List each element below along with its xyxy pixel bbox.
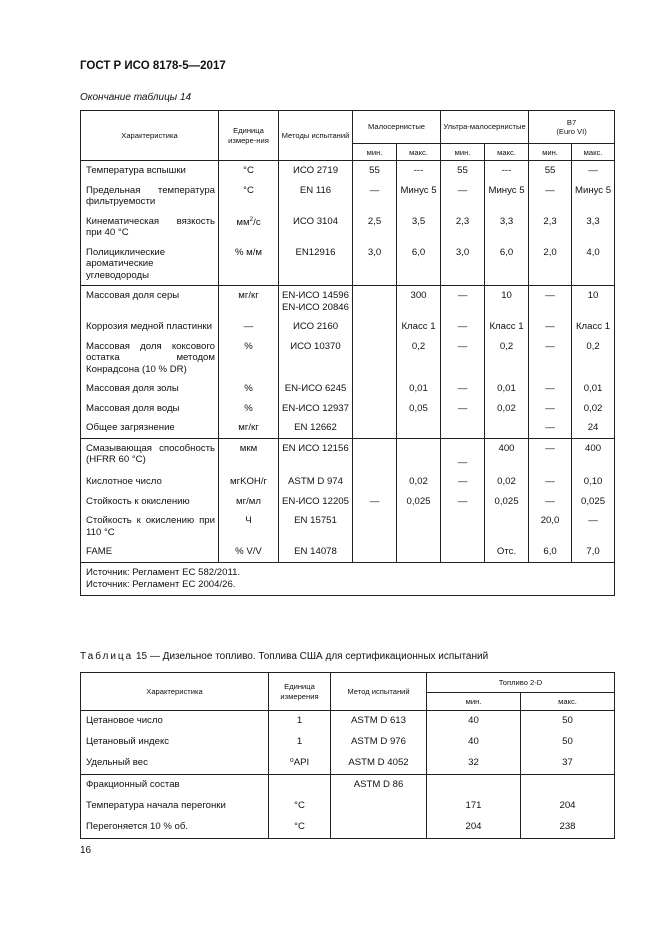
table-row: [81, 243, 615, 286]
row-method: EN-ИСО 12205: [282, 495, 349, 507]
row-name: Массовая доля воды: [86, 402, 180, 414]
row-method: EN ИСО 12156: [282, 442, 349, 454]
value-cell: 0,2: [586, 340, 600, 352]
value-cell: 3,5: [411, 215, 426, 227]
value-cell: 400: [585, 442, 602, 454]
row-method: EN 12662: [294, 422, 337, 433]
header-min: мин.: [427, 693, 521, 711]
header-method: Метод испытаний: [331, 673, 427, 711]
table-14-caption: Окончание таблицы 14: [80, 92, 192, 103]
row-name: Цетановое число: [81, 711, 269, 733]
value-cell: Класс 1: [575, 321, 611, 332]
value-cell: 6,0: [499, 246, 514, 258]
table-15-caption: Таблица 15 — Дизельное топливо. Топлива США для сертификационных испытаний: [80, 651, 489, 662]
row-unit: °С: [243, 165, 254, 176]
header-unit: Единица измере-ния: [219, 111, 279, 161]
value-cell: [353, 418, 396, 426]
value-min: 40: [427, 711, 521, 733]
value-cell: [353, 399, 396, 407]
value-cell: 55: [457, 165, 468, 176]
row-name: Общее загрязнение: [86, 422, 175, 433]
row-unit: ⁰API: [269, 753, 331, 775]
value-cell: —: [457, 456, 468, 468]
value-cell: 300: [410, 290, 427, 301]
row-name: Температура начала перегонки: [81, 796, 269, 817]
value-max: [521, 775, 615, 797]
value-cell: 20,0: [540, 515, 560, 526]
value-cell: 10: [587, 290, 599, 301]
table-row: [81, 511, 615, 542]
row-method: ASTM D 974: [288, 476, 343, 487]
value-cell: —: [588, 165, 598, 176]
row-name: Перегоняется 10 % об.: [81, 817, 269, 839]
row-name: FAME: [86, 546, 113, 557]
value-cell: 24: [587, 422, 599, 433]
row-method: ИСО 3104: [292, 215, 339, 227]
value-cell: 6,0: [543, 546, 557, 557]
header-max: макс.: [572, 144, 615, 161]
value-cell: —: [545, 290, 555, 301]
value-cell: 7,0: [586, 546, 600, 557]
value-cell: Класс 1: [401, 321, 436, 332]
value-cell: 0,02: [409, 476, 428, 487]
value-max: 50: [521, 711, 615, 733]
value-cell: [441, 542, 484, 550]
value-cell: 3,3: [586, 215, 600, 227]
value-max: 204: [521, 796, 615, 817]
value-cell: 3,0: [455, 246, 470, 258]
row-unit: %: [244, 402, 253, 414]
table-row: [81, 711, 615, 733]
value-cell: —: [588, 515, 598, 526]
value-cell: 2,3: [455, 215, 470, 227]
value-cell: 10: [501, 290, 512, 301]
table-row: [81, 181, 615, 212]
row-name: Предельная температура фильтруемости: [86, 184, 215, 207]
header-group-low-sulfur: Малосернистые: [353, 111, 441, 144]
row-name: Кислотное число: [86, 476, 162, 487]
header-max: макс.: [485, 144, 529, 161]
value-cell: [353, 511, 396, 519]
value-cell: [441, 418, 484, 426]
row-method: ASTM D 976: [331, 732, 427, 753]
value-cell: [353, 542, 396, 550]
value-cell: [397, 542, 440, 550]
value-cell: Класс 1: [489, 321, 524, 332]
row-method: EN 15751: [294, 515, 337, 526]
row-unit: мг/кг: [238, 290, 259, 301]
row-method: [331, 817, 427, 839]
value-min: 171: [427, 796, 521, 817]
table-row: [81, 817, 615, 839]
value-cell: 0,01: [497, 383, 516, 394]
value-cell: —: [457, 184, 468, 196]
row-name: Температура вспышки: [86, 165, 186, 176]
row-unit: $мм^2/с$: [236, 215, 261, 228]
value-cell: 2,3: [543, 215, 557, 227]
table-row: [81, 399, 615, 419]
row-unit: —: [243, 321, 254, 332]
source-line: Источник: Регламент ЕС 582/2011.: [86, 566, 241, 578]
header-min: мин.: [529, 144, 572, 161]
row-name: Стойкость к окислению при 110 °С: [86, 515, 215, 538]
header-min: мин.: [353, 144, 397, 161]
table-row: [81, 753, 615, 775]
row-method: ИСО 2719: [292, 165, 339, 176]
row-unit: [269, 775, 331, 797]
value-cell: —: [457, 495, 468, 507]
value-cell: —: [545, 383, 555, 394]
value-cell: Отс.: [496, 546, 517, 557]
value-max: 50: [521, 732, 615, 753]
value-cell: 2,0: [543, 246, 557, 258]
value-max: 37: [521, 753, 615, 775]
value-cell: [441, 511, 484, 519]
value-cell: —: [545, 442, 555, 454]
header-group-b7: B7 (Euro VI): [529, 111, 615, 144]
value-cell: [397, 418, 440, 426]
row-unit: мкм: [239, 442, 258, 454]
table-row: [81, 472, 615, 492]
value-cell: —: [545, 321, 555, 332]
table-row: [81, 161, 615, 181]
value-cell: —: [369, 184, 380, 196]
row-method: EN 116: [299, 184, 332, 196]
value-cell: 0,025: [581, 495, 606, 507]
row-method: EN12916: [295, 246, 336, 258]
row-method: EN-ИСО 12937: [282, 402, 349, 414]
row-unit: мг/кг: [238, 422, 259, 433]
value-cell: 55: [544, 165, 556, 176]
row-method: ASTM D 86: [331, 775, 427, 797]
value-cell: 0,2: [411, 340, 426, 352]
value-cell: Минус 5: [488, 184, 525, 196]
row-name: Массовая доля серы: [86, 290, 180, 301]
value-cell: ---: [501, 165, 512, 176]
row-unit: % м/м: [234, 246, 263, 258]
value-cell: —: [545, 184, 555, 196]
value-min: 40: [427, 732, 521, 753]
value-cell: 3,3: [499, 215, 514, 227]
row-unit: °С: [269, 817, 331, 839]
value-cell: —: [457, 340, 468, 352]
row-method: ИСО 2160: [292, 321, 339, 332]
value-cell: —: [457, 321, 468, 332]
value-cell: 2,5: [367, 215, 382, 227]
value-cell: [353, 439, 396, 447]
header-characteristic: Характеристика: [81, 673, 269, 711]
row-name: Полициклические ароматические углеводороды: [86, 246, 166, 281]
row-unit: %: [244, 383, 253, 394]
value-cell: —: [457, 290, 468, 301]
value-cell: 0,02: [583, 402, 603, 414]
value-cell: [353, 379, 396, 387]
table-row: [81, 212, 615, 243]
row-method: EN-ИСО 14596 EN-ИСО 20846: [282, 290, 349, 313]
value-cell: —: [457, 383, 468, 394]
value-cell: —: [545, 340, 555, 352]
row-name: Цетановый индекс: [81, 732, 269, 753]
value-cell: [397, 511, 440, 519]
value-cell: —: [369, 495, 380, 507]
value-cell: 3,0: [367, 246, 382, 258]
row-name: Стойкость к окислению: [86, 495, 190, 507]
sources-note: [81, 562, 615, 596]
table-row: [81, 775, 615, 797]
row-method: EN-ИСО 6245: [284, 383, 347, 394]
page-number: 16: [80, 845, 92, 856]
row-method: ASTM D 613: [331, 711, 427, 733]
row-name: Удельный вес: [81, 753, 269, 775]
value-cell: Минус 5: [574, 184, 612, 196]
value-cell: [353, 317, 396, 325]
table-row: [81, 286, 615, 318]
row-unit: %: [244, 340, 253, 352]
header-characteristic: Характеристика: [81, 111, 219, 161]
value-min: 204: [427, 817, 521, 839]
row-unit: Ч: [245, 515, 252, 526]
row-unit: 1: [269, 711, 331, 733]
value-cell: 55: [369, 165, 380, 176]
row-name: Массовая доля золы: [86, 383, 179, 394]
value-cell: —: [545, 422, 555, 433]
header-max: макс.: [521, 693, 615, 711]
value-min: [427, 775, 521, 797]
value-cell: 0,2: [499, 340, 514, 352]
value-cell: 0,025: [406, 495, 431, 507]
value-cell: 4,0: [586, 246, 600, 258]
table-row: [81, 337, 615, 380]
row-unit: мгKOH/г: [229, 476, 268, 487]
value-cell: [353, 286, 396, 294]
row-method: [331, 796, 427, 817]
table-row: [81, 317, 615, 337]
value-cell: —: [545, 476, 555, 487]
sources-row: [81, 562, 615, 596]
source-line: Источник: Регламент ЕС 2004/26.: [86, 578, 236, 590]
value-max: 238: [521, 817, 615, 839]
value-cell: 0,01: [583, 383, 603, 394]
value-cell: 0,02: [497, 402, 516, 414]
table-row: [81, 418, 615, 438]
row-name: Коррозия медной пластинки: [86, 321, 212, 332]
table-15: [80, 672, 615, 839]
row-unit: мг/мл: [236, 495, 261, 507]
header-group-ultra-low-sulfur: Ультра-малосернистые: [441, 111, 529, 144]
document-title: ГОСТ Р ИСО 8178-5—2017: [80, 60, 226, 72]
row-method: ИСО 10370: [290, 340, 341, 352]
header-max: макс.: [397, 144, 441, 161]
value-cell: 0,10: [583, 476, 603, 487]
header-group-fuel-2d: Топливо 2-D: [427, 673, 615, 693]
row-method: ASTM D 4052: [331, 753, 427, 775]
row-unit: °С: [243, 184, 254, 196]
value-min: 32: [427, 753, 521, 775]
value-cell: —: [457, 402, 468, 414]
value-cell: [485, 511, 528, 519]
header-method: Методы испытаний: [279, 111, 353, 161]
value-cell: ---: [413, 165, 424, 176]
table-14: [80, 110, 615, 596]
table-row: [81, 796, 615, 817]
value-cell: —: [457, 476, 468, 487]
table-row: [81, 379, 615, 399]
row-unit: °С: [269, 796, 331, 817]
row-name: Массовая доля коксового остатка методом Конрадсона (10 % DR): [86, 340, 215, 375]
value-cell: [353, 337, 396, 345]
value-cell: [485, 418, 528, 426]
row-method: EN 14078: [294, 546, 337, 557]
value-cell: —: [545, 495, 555, 507]
value-cell: [353, 472, 396, 480]
value-cell: Минус 5: [400, 184, 437, 196]
value-cell: 0,05: [409, 402, 428, 414]
row-unit: 1: [269, 732, 331, 753]
value-cell: —: [545, 402, 555, 414]
table-row: [81, 732, 615, 753]
header-min: мин.: [441, 144, 485, 161]
table-row: [81, 542, 615, 562]
table-row: [81, 492, 615, 512]
value-cell: [397, 439, 440, 447]
row-name: Кинематическая вязкость при 40 °С: [86, 215, 215, 238]
table-row: [81, 438, 615, 472]
value-cell: 0,01: [409, 383, 428, 394]
row-unit: % V/V: [235, 546, 262, 557]
row-name: Смазывающая способность (HFRR 60 °С): [86, 442, 215, 465]
row-name: Фракционный состав: [81, 775, 269, 797]
header-unit: Единица измерения: [269, 673, 331, 711]
value-cell: 0,025: [494, 495, 519, 507]
value-cell: 400: [498, 442, 515, 454]
value-cell: 0,02: [497, 476, 516, 487]
value-cell: 6,0: [411, 246, 426, 258]
